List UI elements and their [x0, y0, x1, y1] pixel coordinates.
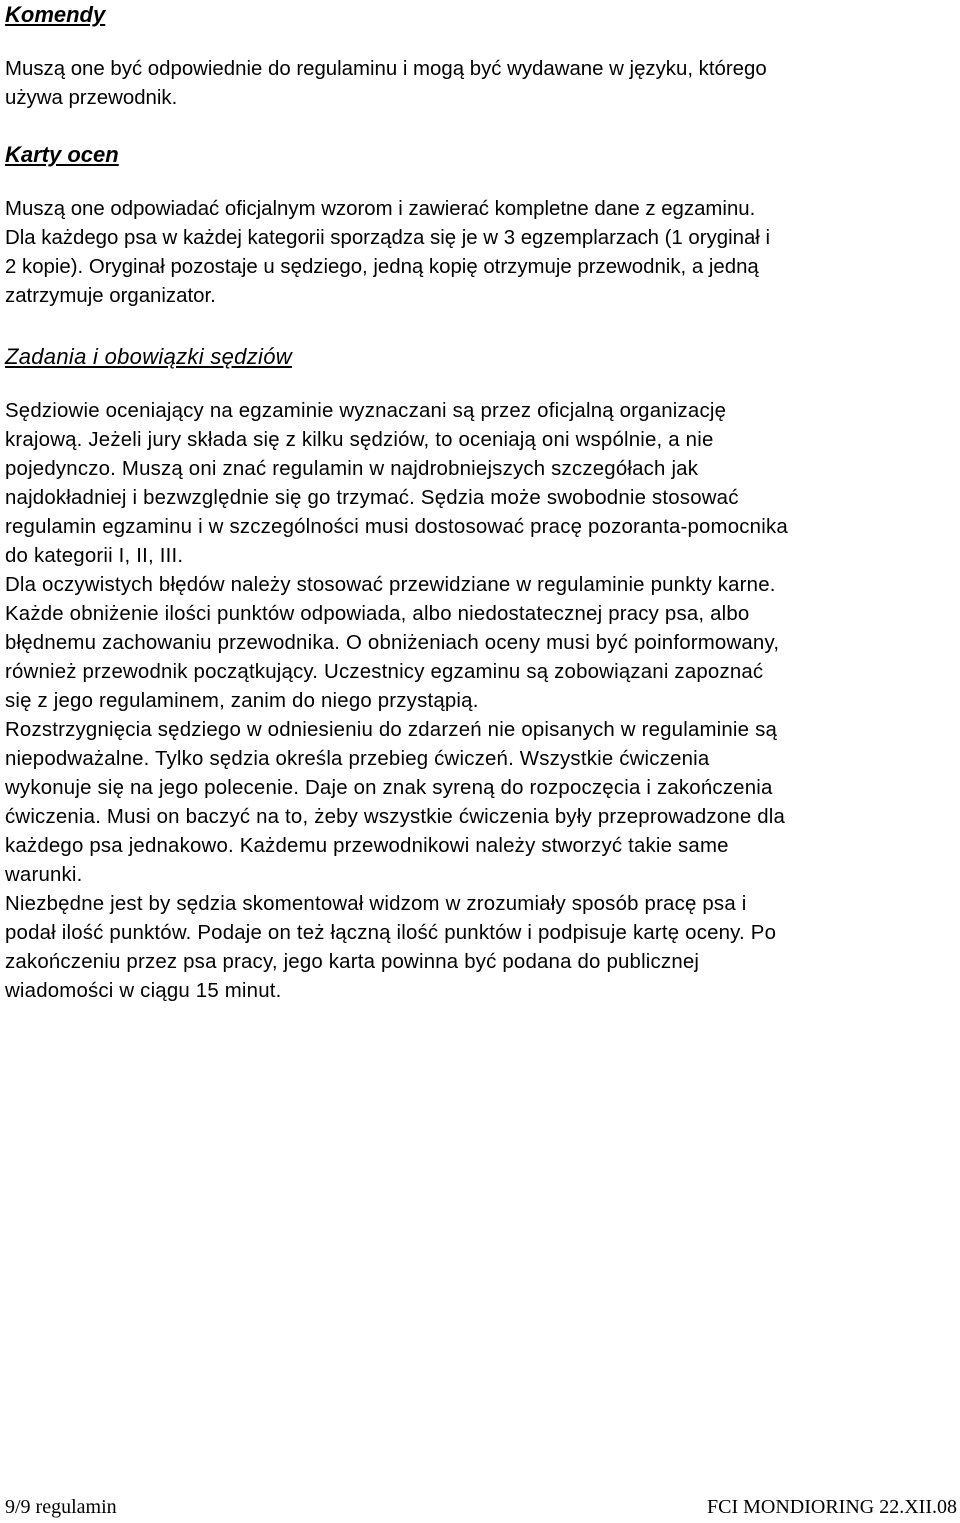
text-line: Dla każdego psa w każdej kategorii sporządza się je w 3 egzemplarzach (1 oryginał i — [5, 227, 771, 249]
text-line: krajową. Jeżeli jury składa się z kilku sędziów, to oceniają oni wspólnie, a nie — [5, 429, 714, 451]
text-line: pojedynczo. Muszą oni znać regulamin w najdrobniejszych szczegółach jak — [5, 458, 699, 480]
text-line: Muszą one odpowiadać oficjalnym wzorom i zawierać kompletne dane z egzaminu. — [5, 198, 756, 220]
text-line: każdego psa jednakowo. Każdemu przewodnikowi należy stworzyć takie same — [5, 835, 729, 857]
section-body-zadania — [5, 397, 960, 1006]
document-page — [5, 0, 960, 1006]
text-line: do kategorii I, II, III. — [5, 545, 184, 567]
section-heading-zadania: Zadania i obowiązki sędziów — [5, 344, 292, 369]
section-heading-komendy: Komendy — [5, 2, 106, 27]
footer-page-label: 9/9 regulamin — [5, 1496, 117, 1518]
section-body-karty-ocen — [5, 195, 960, 311]
text-line: 2 kopie). Oryginał pozostaje u sędziego, jedną kopię otrzymuje przewodnik, a jedną — [5, 256, 759, 278]
text-line: Niezbędne jest by sędzia skomentował widzom w zrozumiały sposób pracę psa i — [5, 893, 747, 915]
text-line: się z jego regulaminem, zanim do niego przystąpią. — [5, 690, 479, 712]
text-line: podał ilość punktów. Podaje on też łączną ilość punktów i podpisuje kartę oceny. Po — [5, 922, 777, 944]
text-line: zakończeniu przez psa pracy, jego karta powinna być podana do publicznej — [5, 951, 700, 973]
text-line: niepodważalne. Tylko sędzia określa przebieg ćwiczeń. Wszystkie ćwiczenia — [5, 748, 710, 770]
text-line: Rozstrzygnięcia sędziego w odniesieniu do zdarzeń nie opisanych w regulaminie są — [5, 719, 778, 741]
text-line: wykonuje się na jego polecenie. Daje on znak syreną do rozpoczęcia i zakończenia — [5, 777, 773, 799]
text-line: używa przewodnik. — [5, 87, 178, 109]
text-line: najdokładniej i bezwzględnie się go trzymać. Sędzia może swobodnie stosować — [5, 487, 739, 509]
text-line: również przewodnik początkujący. Uczestnicy egzaminu są zobowiązani zapoznać — [5, 661, 764, 683]
section-heading-karty-ocen: Karty ocen — [5, 142, 119, 167]
text-line: Dla oczywistych błędów należy stosować przewidziane w regulaminie punkty karne. — [5, 574, 776, 596]
text-line: Każde obniżenie ilości punktów odpowiada, albo niedostatecznej pracy psa, albo — [5, 603, 750, 625]
section-body-komendy — [5, 55, 960, 113]
text-line: błędnemu zachowaniu przewodnika. O obniżeniach oceny musi być poinformowany, — [5, 632, 780, 654]
text-line: Muszą one być odpowiednie do regulaminu i mogą być wydawane w języku, którego — [5, 58, 767, 80]
text-line: wiadomości w ciągu 15 minut. — [5, 980, 282, 1002]
text-line: warunki. — [5, 864, 83, 886]
text-line: Sędziowie oceniający na egzaminie wyznaczani są przez oficjalną organizację — [5, 400, 727, 422]
text-line: regulamin egzaminu i w szczególności musi dostosować pracę pozoranta-pomocnika — [5, 516, 788, 538]
text-line: zatrzymuje organizator. — [5, 285, 216, 307]
footer-document-id: FCI MONDIORING 22.XII.08 — [707, 1496, 957, 1518]
text-line: ćwiczenia. Musi on baczyć na to, żeby wszystkie ćwiczenia były przeprowadzone dla — [5, 806, 786, 828]
